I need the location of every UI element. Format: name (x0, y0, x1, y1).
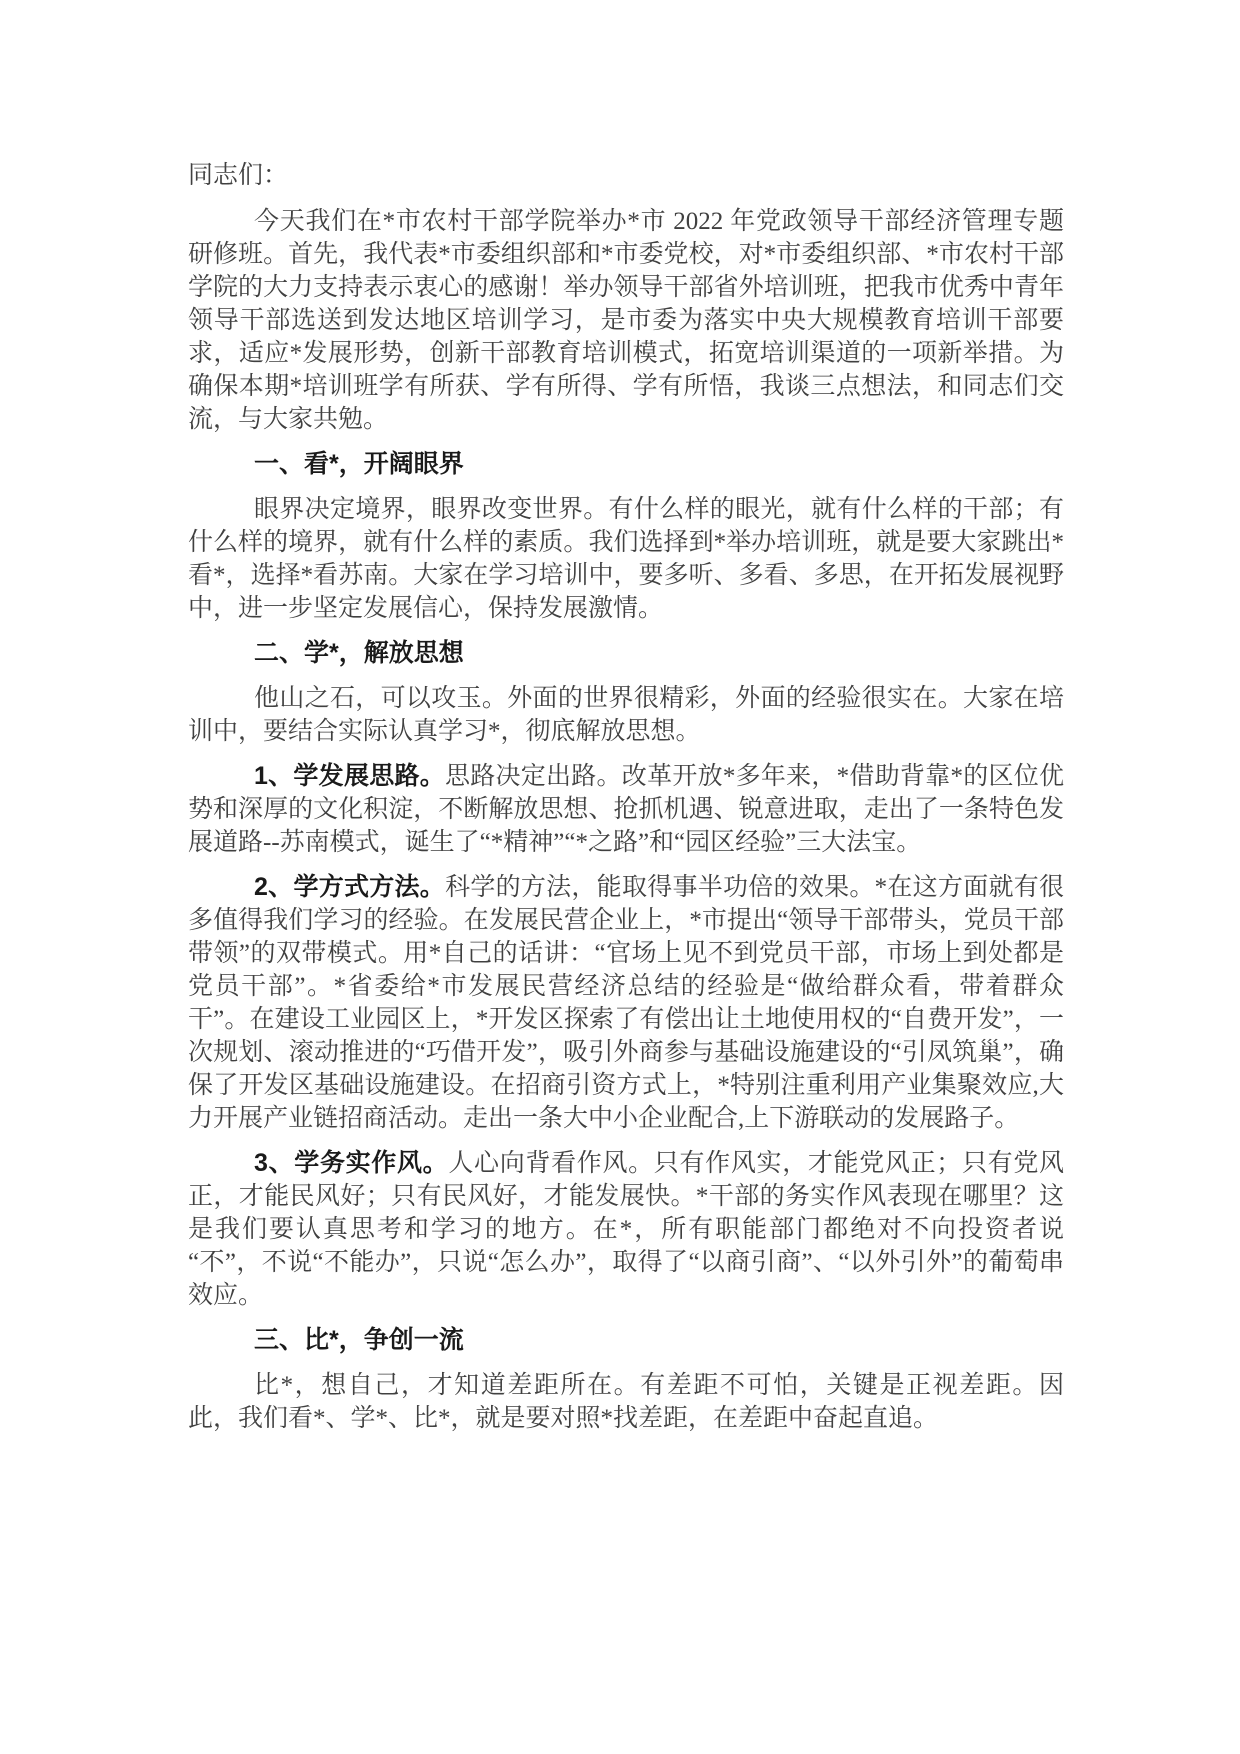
section-heading: 一、看*，开阔眼界 (254, 450, 464, 478)
salutation: 同志们： (188, 162, 289, 189)
paragraph (188, 205, 1064, 436)
paragraph-text: 他山之石，可以攻玉。外面的世界很精彩，外面的经验很实在。大家在培训中，要结合实际认真学习*，彻底解放思想。 (188, 685, 1064, 745)
section-heading: 三、比*，争创一流 (254, 1326, 464, 1354)
paragraph-text: 思路决定出路。改革开放*多年来，*借助背靠*的区位优势和深厚的文化积淀，不断解放思想、抢抓机遇、锐意进取，走出了一条特色发展道路--苏南模式，诞生了“*精神”“*之路”和“园区经验”三大法宝。 (188, 763, 1064, 856)
paragraph-text: 眼界决定境界，眼界改变世界。有什么样的眼光，就有什么样的干部；有什么样的境界，就有什么样的素质。我们选择到*举办培训班，就是要大家跳出*看*，选择*看苏南。大家在学习培训中，要多听、多看、多思，在开拓发展视野中，进一步坚定发展信心，保持发展激情。 (188, 496, 1064, 622)
paragraph-lead: 1、学发展思路。 (254, 762, 445, 790)
paragraph (188, 682, 1064, 748)
paragraph-lead: 3、学务实作风。 (254, 1149, 449, 1177)
paragraph (188, 760, 1064, 859)
paragraph (188, 1369, 1064, 1435)
section-heading: 二、学*，解放思想 (254, 639, 464, 667)
paragraph-text: 比*，想自己，才知道差距所在。有差距不可怕，关键是正视差距。因此，我们看*、学*、比*，就是要对照*找差距，在差距中奋起直追。 (188, 1372, 1064, 1432)
paragraph-text: 人心向背看作风。只有作风实，才能党风正；只有党风正，才能民风好；只有民风好，才能发展快。*干部的务实作风表现在哪里？这是我们要认真思考和学习的地方。在*，所有职能部门都绝对不向投资者说“不”，不说“不能办”，只说“怎么办”，取得了“以商引商”、“以外引外”的葡萄串效应。 (188, 1150, 1065, 1309)
document-content (188, 159, 1064, 1435)
paragraph (188, 1147, 1064, 1312)
paragraph-lead: 2、学方式方法。 (254, 873, 446, 901)
document-body (188, 205, 1064, 1435)
paragraph (188, 493, 1064, 625)
paragraph-text: 科学的方法，能取得事半功倍的效果。*在这方面就有很多值得我们学习的经验。在发展民营企业上，*市提出“领导干部带头，党员干部带领”的双带模式。用*自己的话讲：“官场上见不到党员干部，市场上到处都是党员干部”。*省委给*市发展民营经济总结的经验是“做给群众看，带着群众干”。在建设工业园区上，*开发区探索了有偿出让土地使用权的“自费开发”，一次规划、滚动推进的“巧借开发”，吸引外商参与基础设施建设的“引凤筑巢”，确保了开发区基础设施建设。在招商引资方式上，*特别注重利用产业集聚效应,大力开展产业链招商活动。走出一条大中小企业配合,上下游联动的发展路子。 (188, 874, 1064, 1132)
paragraph (188, 871, 1064, 1135)
paragraph-text: 今天我们在*市农村干部学院举办*市 2022 年党政领导干部经济管理专题研修班。首先，我代表*市委组织部和*市委党校，对*市委组织部、*市农村干部学院的大力支持表示衷心的感谢！举办领导干部省外培训班，把我市优秀中青年领导干部选送到发达地区培训学习，是市委为落实中央大规模教育培训干部要求，适应*发展形势，创新干部教育培训模式，拓宽培训渠道的一项新举措。为确保本期*培训班学有所获、学有所得、学有所悟，我谈三点想法，和同志们交流，与大家共勉。 (188, 208, 1064, 433)
